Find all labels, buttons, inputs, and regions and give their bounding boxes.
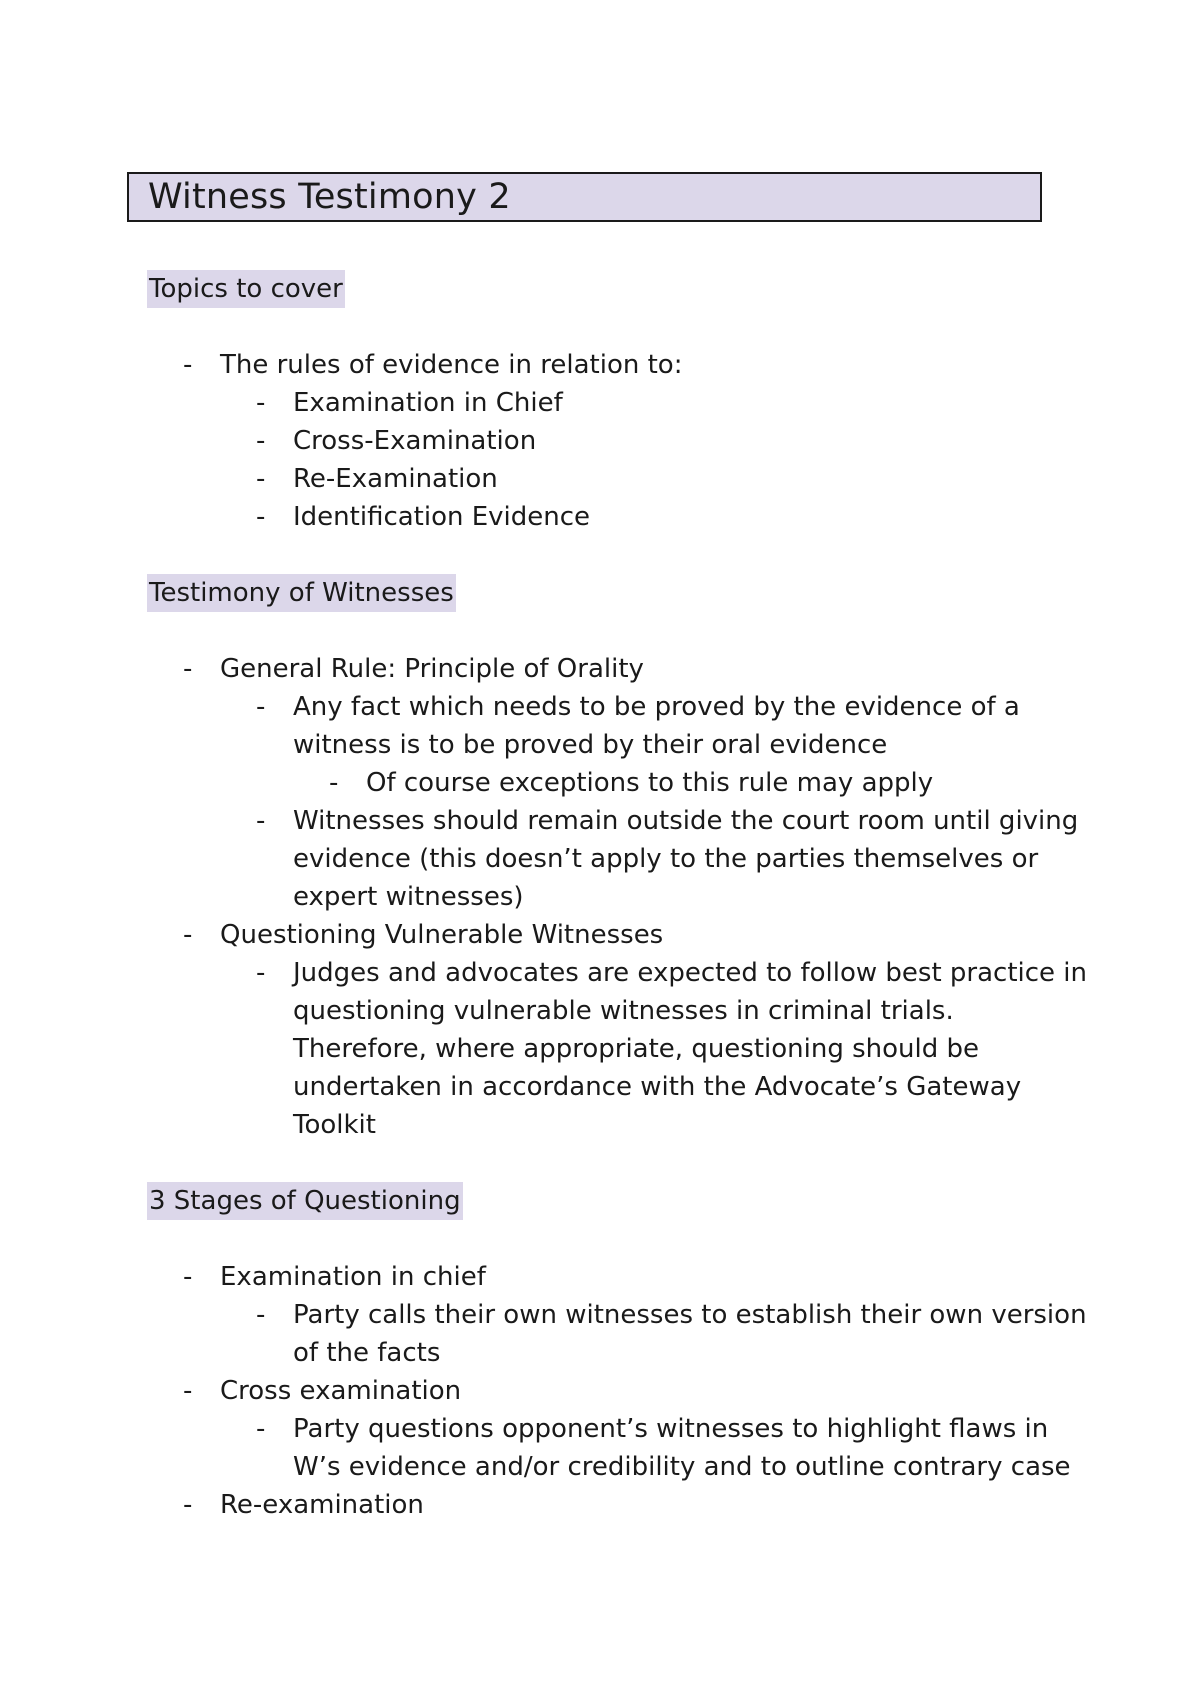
list-item-text: Cross-Examination xyxy=(293,426,537,456)
list-item xyxy=(147,498,1087,536)
dash-bullet-icon: - xyxy=(256,502,266,532)
list-item-text: Examination in Chief xyxy=(293,388,563,418)
dash-bullet-icon: - xyxy=(329,768,339,798)
list-item xyxy=(147,384,1087,422)
dash-bullet-icon: - xyxy=(183,920,193,950)
bullet-list xyxy=(147,1258,1087,1524)
dash-bullet-icon: - xyxy=(256,426,266,456)
list-item xyxy=(147,954,1087,1144)
section-heading: Topics to cover xyxy=(147,270,345,308)
list-item xyxy=(147,764,1087,802)
section-testimony-of-witnesses xyxy=(147,574,1087,1144)
section-stages-of-questioning xyxy=(147,1182,1087,1524)
list-item xyxy=(147,460,1087,498)
section-heading: Testimony of Witnesses xyxy=(147,574,456,612)
list-item-text: General Rule: Principle of Orality xyxy=(220,654,644,684)
list-item-text: Questioning Vulnerable Witnesses xyxy=(220,920,664,950)
list-item xyxy=(147,802,1087,916)
list-item-text: Of course exceptions to this rule may apply xyxy=(366,768,934,798)
list-item-text: Re-Examination xyxy=(293,464,498,494)
list-item-text: Cross examination xyxy=(220,1376,462,1406)
list-item-text: Re-examination xyxy=(220,1490,424,1520)
list-item xyxy=(147,1486,1087,1524)
dash-bullet-icon: - xyxy=(256,806,266,836)
list-item-text: Witnesses should remain outside the court room until giving evidence (this doesn’t apply to the parties themselves or expert witnesses) xyxy=(293,806,1079,912)
list-item-text: Any fact which needs to be proved by the evidence of a witness is to be proved by their oral evidence xyxy=(293,692,1020,760)
dash-bullet-icon: - xyxy=(183,1376,193,1406)
dash-bullet-icon: - xyxy=(183,654,193,684)
dash-bullet-icon: - xyxy=(183,1262,193,1292)
list-item xyxy=(147,422,1087,460)
section-heading: 3 Stages of Questioning xyxy=(147,1182,463,1220)
list-item xyxy=(147,650,1087,688)
dash-bullet-icon: - xyxy=(183,350,193,380)
dash-bullet-icon: - xyxy=(256,388,266,418)
list-item-text: The rules of evidence in relation to: xyxy=(220,350,683,380)
list-item-text: Party questions opponent’s witnesses to highlight flaws in W’s evidence and/or credibility and to outline contrary case xyxy=(293,1414,1071,1482)
list-item xyxy=(147,1258,1087,1296)
list-item-text: Judges and advocates are expected to follow best practice in questioning vulnerable witnesses in criminal trials. Therefore, where appropriate, questioning should be undertaken in accordance with the Advocate’s Gateway Toolkit xyxy=(293,958,1088,1140)
list-item-text: Examination in chief xyxy=(220,1262,486,1292)
dash-bullet-icon: - xyxy=(256,692,266,722)
list-item xyxy=(147,346,1087,384)
document-title: Witness Testimony 2 xyxy=(148,176,511,217)
dash-bullet-icon: - xyxy=(183,1490,193,1520)
list-item xyxy=(147,1410,1087,1486)
list-item xyxy=(147,1372,1087,1410)
list-item xyxy=(147,688,1087,764)
title-box xyxy=(127,172,1042,222)
bullet-list xyxy=(147,650,1087,1144)
list-item-text: Party calls their own witnesses to establish their own version of the facts xyxy=(293,1300,1087,1368)
list-item xyxy=(147,916,1087,954)
dash-bullet-icon: - xyxy=(256,958,266,988)
section-topics-to-cover xyxy=(147,270,1087,536)
list-item-text: Identification Evidence xyxy=(293,502,591,532)
bullet-list xyxy=(147,346,1087,536)
document-body xyxy=(147,270,1087,1524)
dash-bullet-icon: - xyxy=(256,464,266,494)
list-item xyxy=(147,1296,1087,1372)
dash-bullet-icon: - xyxy=(256,1414,266,1444)
dash-bullet-icon: - xyxy=(256,1300,266,1330)
